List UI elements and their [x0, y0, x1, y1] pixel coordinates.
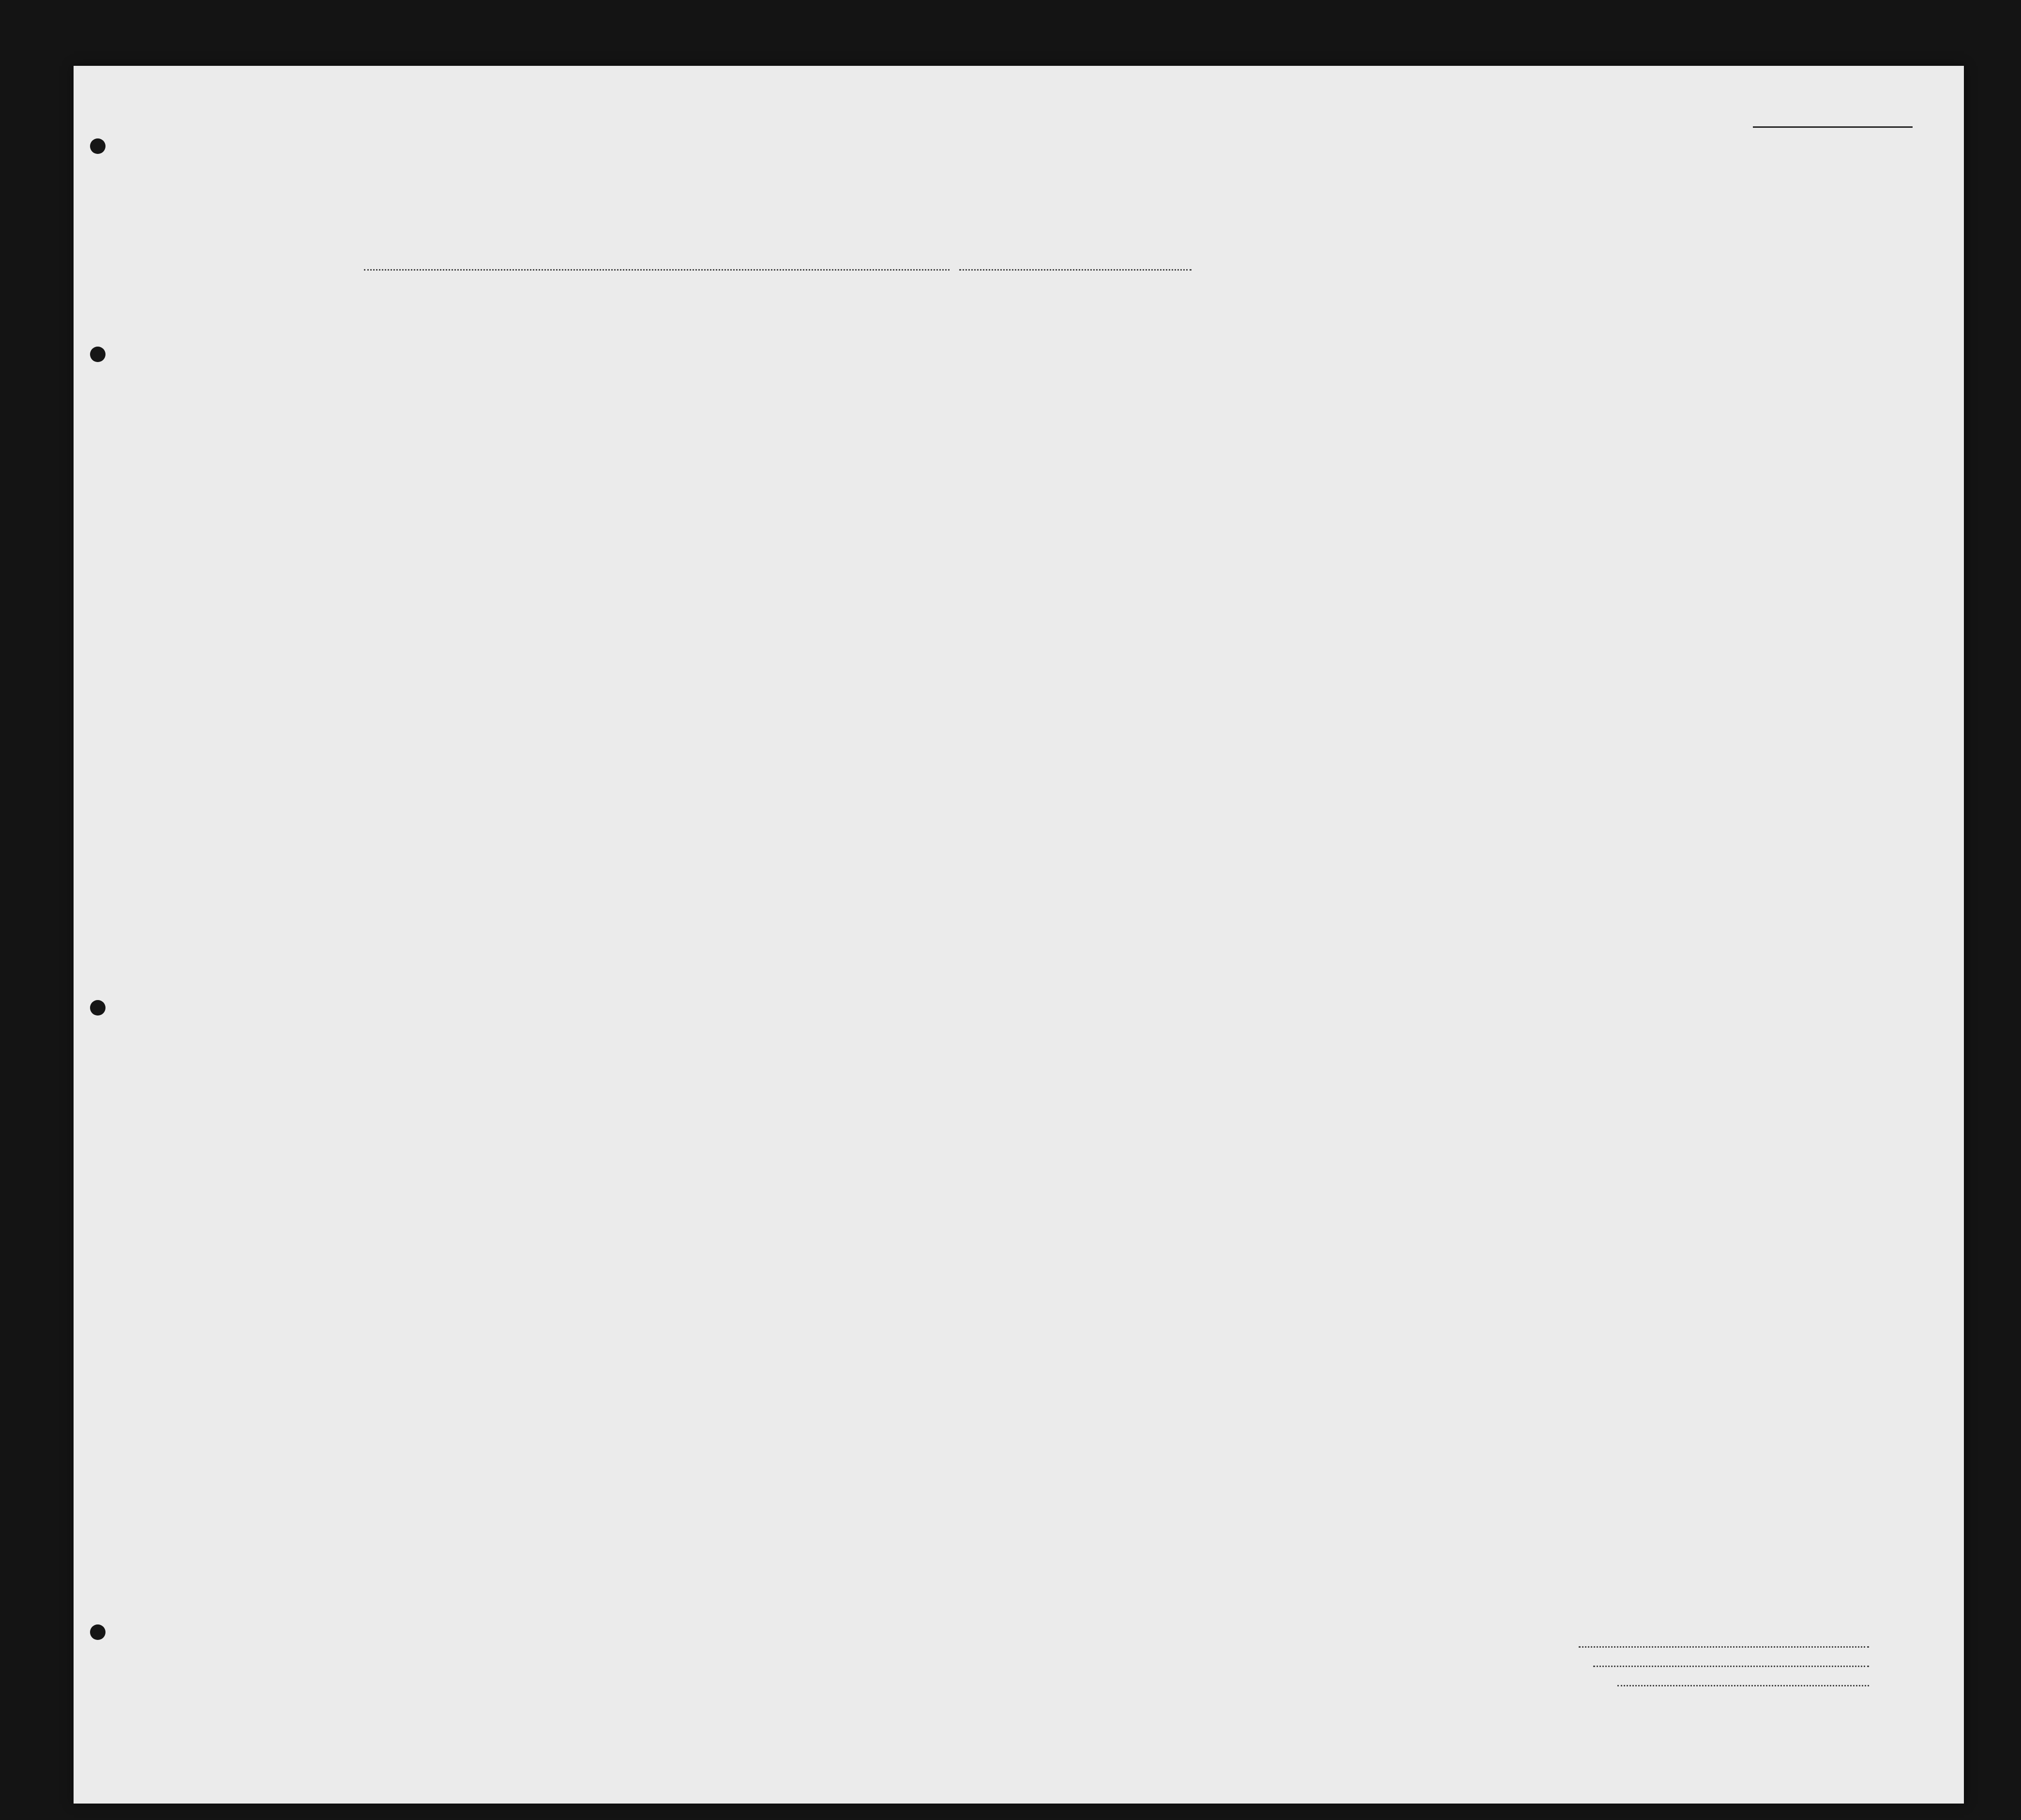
port-dotted-line [364, 269, 950, 271]
owners-field [1593, 1666, 1869, 1667]
date-dotted-line [959, 269, 1191, 271]
list-underline [1753, 126, 1913, 128]
agents-field [1617, 1685, 1869, 1686]
line-field [1579, 1646, 1869, 1648]
punch-hole [90, 1624, 106, 1640]
punch-hole [90, 347, 106, 362]
punch-hole [90, 138, 106, 154]
punch-hole [90, 1000, 106, 1016]
manifest-table [146, 282, 1937, 1690]
manifest-sheet [74, 66, 1964, 1804]
